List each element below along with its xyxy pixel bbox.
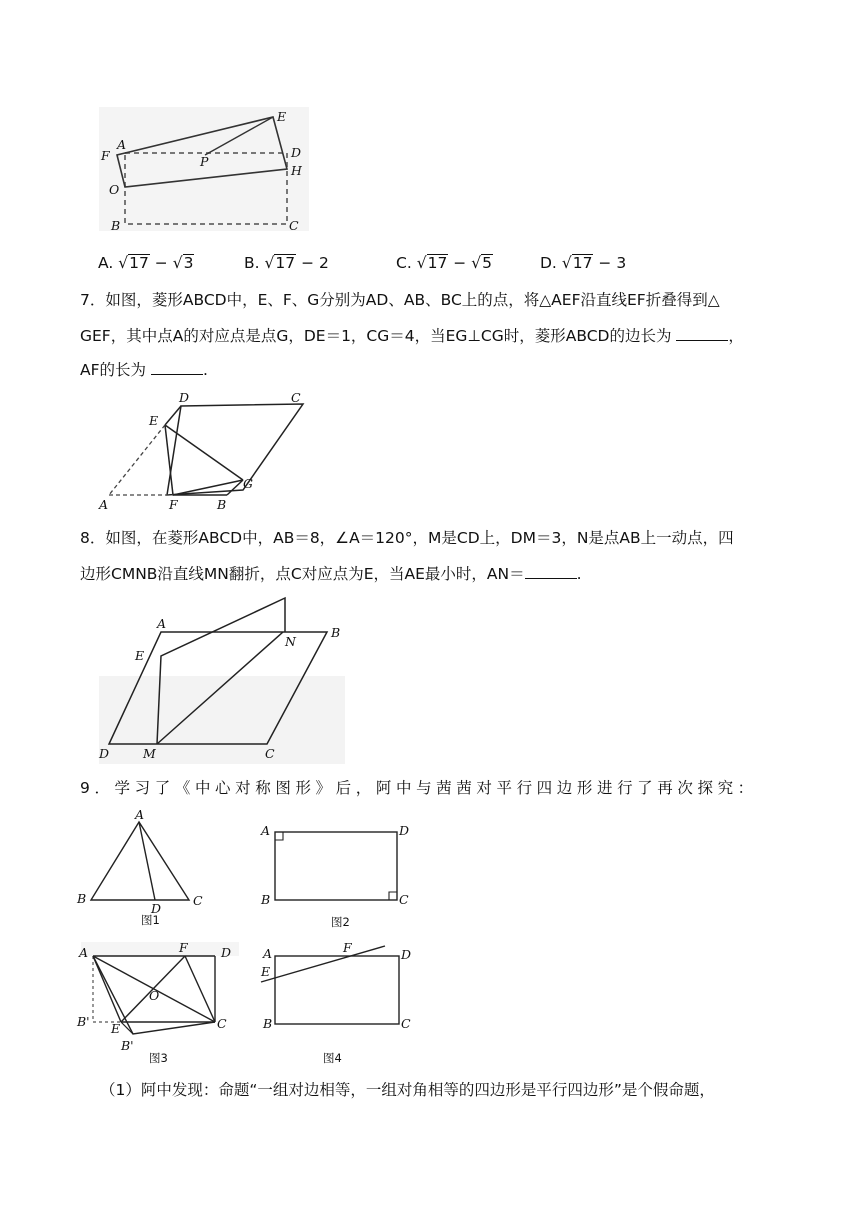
q7-label-G: G bbox=[243, 476, 253, 491]
q7-side-length-blank[interactable] bbox=[676, 322, 728, 341]
q9-fig2-label-A: A bbox=[261, 823, 271, 838]
q9-fig2-caption: 图2 bbox=[331, 915, 350, 929]
q9-fig2-label-C: C bbox=[399, 892, 409, 907]
q6-label-C: C bbox=[289, 218, 299, 233]
q6-label-A: A bbox=[117, 137, 127, 152]
q9-fig3-label-Bprime-left: B' bbox=[77, 1014, 90, 1029]
q7-figure bbox=[95, 392, 315, 512]
q9-fig4-label-A: A bbox=[263, 946, 273, 961]
q6-label-B: B bbox=[111, 218, 121, 233]
q8-label-B: B bbox=[331, 625, 341, 640]
q9-figure-2 bbox=[255, 818, 425, 933]
q9-fig4-label-B: B bbox=[263, 1016, 273, 1031]
q9-fig4-label-F: F bbox=[343, 940, 352, 955]
q6-choice-d: D. √17 − 3 bbox=[540, 254, 627, 272]
q9-fig4-label-D: D bbox=[401, 947, 412, 962]
q7-label-E: E bbox=[149, 413, 159, 428]
q9-line-1: 9．学习了《中心对称图形》后，阿中与茜茜对平行四边形进行了再次探究： bbox=[80, 779, 758, 797]
q8-line-1: 8．如图，在菱形ABCD中，AB＝8，∠A＝120°，M是CD上，DM＝3，N是点AB上一动点，四 bbox=[80, 529, 734, 547]
q7-line-1: 7．如图，菱形ABCD中，E、F、G分别为AD、AB、BC上的点，将△AEF沿直线EF折叠得到△ bbox=[80, 291, 720, 309]
q7-label-F: F bbox=[169, 497, 178, 512]
q6-choice-c: C. √17 − √5 bbox=[396, 254, 492, 272]
q9-fig3-label-O: O bbox=[149, 988, 160, 1003]
q9-fig4-label-C: C bbox=[401, 1016, 411, 1031]
q7-label-D: D bbox=[179, 390, 190, 405]
q9-figure-3 bbox=[75, 942, 245, 1067]
q9-fig1-caption: 图1 bbox=[141, 913, 160, 927]
q8-label-A: A bbox=[157, 616, 167, 631]
q9-fig1-label-C: C bbox=[193, 893, 203, 908]
q8-label-M: M bbox=[143, 746, 156, 761]
q9-fig2-label-B: B bbox=[261, 892, 271, 907]
q7-af-length-blank[interactable] bbox=[151, 356, 203, 375]
q9-fig1-label-B: B bbox=[77, 891, 87, 906]
q9-fig3-label-C: C bbox=[217, 1016, 227, 1031]
q9-fig3-label-A: A bbox=[79, 945, 89, 960]
q8-line-2: 边形CMNB沿直线MN翻折，点C对应点为E，当AE最小时，AN＝ . bbox=[80, 560, 582, 588]
q9-fig3-caption: 图3 bbox=[149, 1051, 168, 1065]
q6-choice-a: A. √17 − √3 bbox=[98, 254, 194, 272]
q6-figure bbox=[95, 105, 315, 235]
q6-label-O: O bbox=[109, 182, 120, 197]
q7-line-3: AF的长为 . bbox=[80, 356, 208, 384]
q9-part-1: （1）阿中发现：命题“一组对边相等，一组对角相等的四边形是平行四边形”是个假命题， bbox=[100, 1081, 715, 1099]
q7-label-C: C bbox=[291, 390, 301, 405]
q9-fig1-label-D: D bbox=[151, 901, 162, 916]
q9-fig4-caption: 图4 bbox=[323, 1051, 342, 1065]
q7-label-B: B bbox=[217, 497, 227, 512]
q6-label-F: F bbox=[101, 148, 110, 163]
q9-fig3-label-E: E bbox=[111, 1021, 121, 1036]
q7-label-A: A bbox=[99, 497, 109, 512]
q9-fig2-label-D: D bbox=[399, 823, 410, 838]
q8-label-N: N bbox=[285, 634, 296, 649]
q9-fig3-label-F: F bbox=[179, 940, 188, 955]
q6-label-E: E bbox=[277, 109, 287, 124]
q9-fig3-label-Bprime-bottom: B' bbox=[121, 1038, 134, 1053]
q8-label-C: C bbox=[265, 746, 275, 761]
q9-fig3-label-D: D bbox=[221, 945, 232, 960]
q9-fig1-label-A: A bbox=[135, 807, 145, 822]
q8-an-blank[interactable] bbox=[525, 560, 577, 579]
q9-figure-1 bbox=[75, 808, 215, 933]
q6-choice-b: B. √17 − 2 bbox=[244, 254, 329, 272]
q8-label-D: D bbox=[99, 746, 110, 761]
q8-figure bbox=[95, 592, 355, 767]
q6-label-H: H bbox=[291, 163, 302, 178]
q9-figure-4 bbox=[255, 942, 425, 1067]
q9-fig4-label-E: E bbox=[261, 964, 271, 979]
q7-line-2: GEF，其中点A的对应点是点G，DE＝1，CG＝4，当EG⊥CG时，菱形ABCD的边长为 ， bbox=[80, 322, 744, 350]
q8-label-E: E bbox=[135, 648, 145, 663]
q6-label-P: P bbox=[200, 154, 209, 169]
q6-label-D: D bbox=[291, 145, 302, 160]
